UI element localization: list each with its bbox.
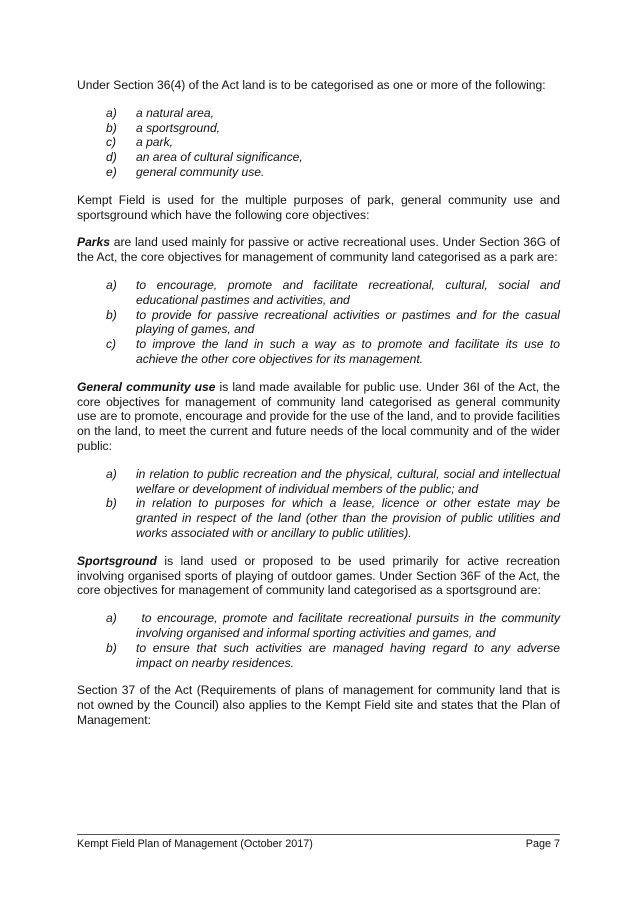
general-community-use-text: is land made available for public use. Under 36I of the Act, the core objectives for management of community land categorised as general community use are to promote, encourage and provide for the use of the land, and to provide facilities on the land, to meet the current and future needs of the local community and of the wider public: xyxy=(77,379,560,453)
list-item-text: to encourage, promote and facilitate recreational, cultural, social and educational pastimes and activities, and xyxy=(136,277,560,307)
list-item xyxy=(77,106,560,121)
list-marker: a) xyxy=(106,277,117,292)
list-marker: c) xyxy=(106,135,117,150)
list-item-text: to encourage, promote and facilitate recreational pursuits in the community involving organised and informal sporting activities and games, and xyxy=(136,611,564,640)
list-marker: a) xyxy=(106,466,117,481)
list-item xyxy=(77,135,560,150)
kempt-field-paragraph: Kempt Field is used for the multiple purposes of park, general community use and sportsground which have the following core objectives: xyxy=(77,192,560,222)
parks-text: are land used mainly for passive or active recreational uses. Under Section 36G of the Act, the core objectives for management of community land categorised as a park are: xyxy=(77,235,560,265)
list-item xyxy=(77,467,560,497)
page-body xyxy=(77,78,564,741)
list-marker: a) xyxy=(106,105,117,120)
list-item xyxy=(77,337,560,367)
list-item-text: to improve the land in such a way as to promote and facilitate its use to achieve the other core objectives for its management. xyxy=(136,337,560,366)
sportsground-text: is land used or proposed to be used primarily for active recreation involving organised sports of playing of outdoor games. Under Section 36F of the Act, the core objectives for management of community land categorised as a sportsground are: xyxy=(77,553,560,598)
page-number: Page 7 xyxy=(525,838,560,850)
list-item xyxy=(77,150,560,165)
list-item-text: to provide for passive recreational activities or pastimes and for the casual playing of games, and xyxy=(136,307,560,337)
footer-title: Kempt Field Plan of Management (October 2017) xyxy=(77,838,313,850)
list-item xyxy=(77,121,560,136)
general-objectives-list xyxy=(77,467,560,541)
sportsground-objectives-list xyxy=(77,611,564,670)
list-item-text: general community use. xyxy=(136,164,265,179)
list-item xyxy=(77,278,560,308)
list-item xyxy=(77,496,560,540)
list-item-text: a sportsground, xyxy=(136,120,221,135)
list-marker: b) xyxy=(106,307,117,322)
section-37-paragraph: Section 37 of the Act (Requirements of plans of management for community land that is not owned by the Council) also applies to the Kempt Field site and states that the Plan of Management: xyxy=(77,683,560,727)
list-item-text: an area of cultural significance, xyxy=(136,150,303,165)
list-item-text: to ensure that such activities are managed having regard to any adverse impact on nearby residences. xyxy=(136,640,560,670)
list-marker: a) xyxy=(106,611,117,626)
general-community-use-paragraph xyxy=(77,380,560,454)
list-marker: e) xyxy=(106,164,117,179)
list-item xyxy=(77,611,564,641)
list-item xyxy=(77,165,560,180)
sportsground-term: Sportsground xyxy=(77,553,157,568)
list-marker: b) xyxy=(106,120,117,135)
category-list xyxy=(77,106,560,180)
list-item-text: a park, xyxy=(136,135,173,150)
list-marker: c) xyxy=(106,337,117,352)
general-community-use-term: General community use xyxy=(77,379,216,394)
list-item-text: in relation to purposes for which a lease, licence or other estate may be granted in respect of the land (other than the provision of public utilities and works associated with or ancillary to public utilities). xyxy=(136,496,560,540)
parks-paragraph xyxy=(77,235,560,265)
parks-objectives-list xyxy=(77,278,560,367)
list-item-text: a natural area, xyxy=(136,105,214,120)
intro-paragraph: Under Section 36(4) of the Act land is to be categorised as one or more of the following: xyxy=(77,78,546,92)
page-footer xyxy=(77,834,560,850)
list-item-text: in relation to public recreation and the physical, cultural, social and intellectual welfare or development of individual members of the public; and xyxy=(136,466,560,496)
sportsground-paragraph xyxy=(77,554,560,598)
list-item xyxy=(77,641,560,671)
list-marker: b) xyxy=(106,496,117,511)
parks-term: Parks xyxy=(77,235,110,250)
list-marker: d) xyxy=(106,150,117,165)
list-item xyxy=(77,308,560,338)
list-marker: b) xyxy=(106,640,117,655)
